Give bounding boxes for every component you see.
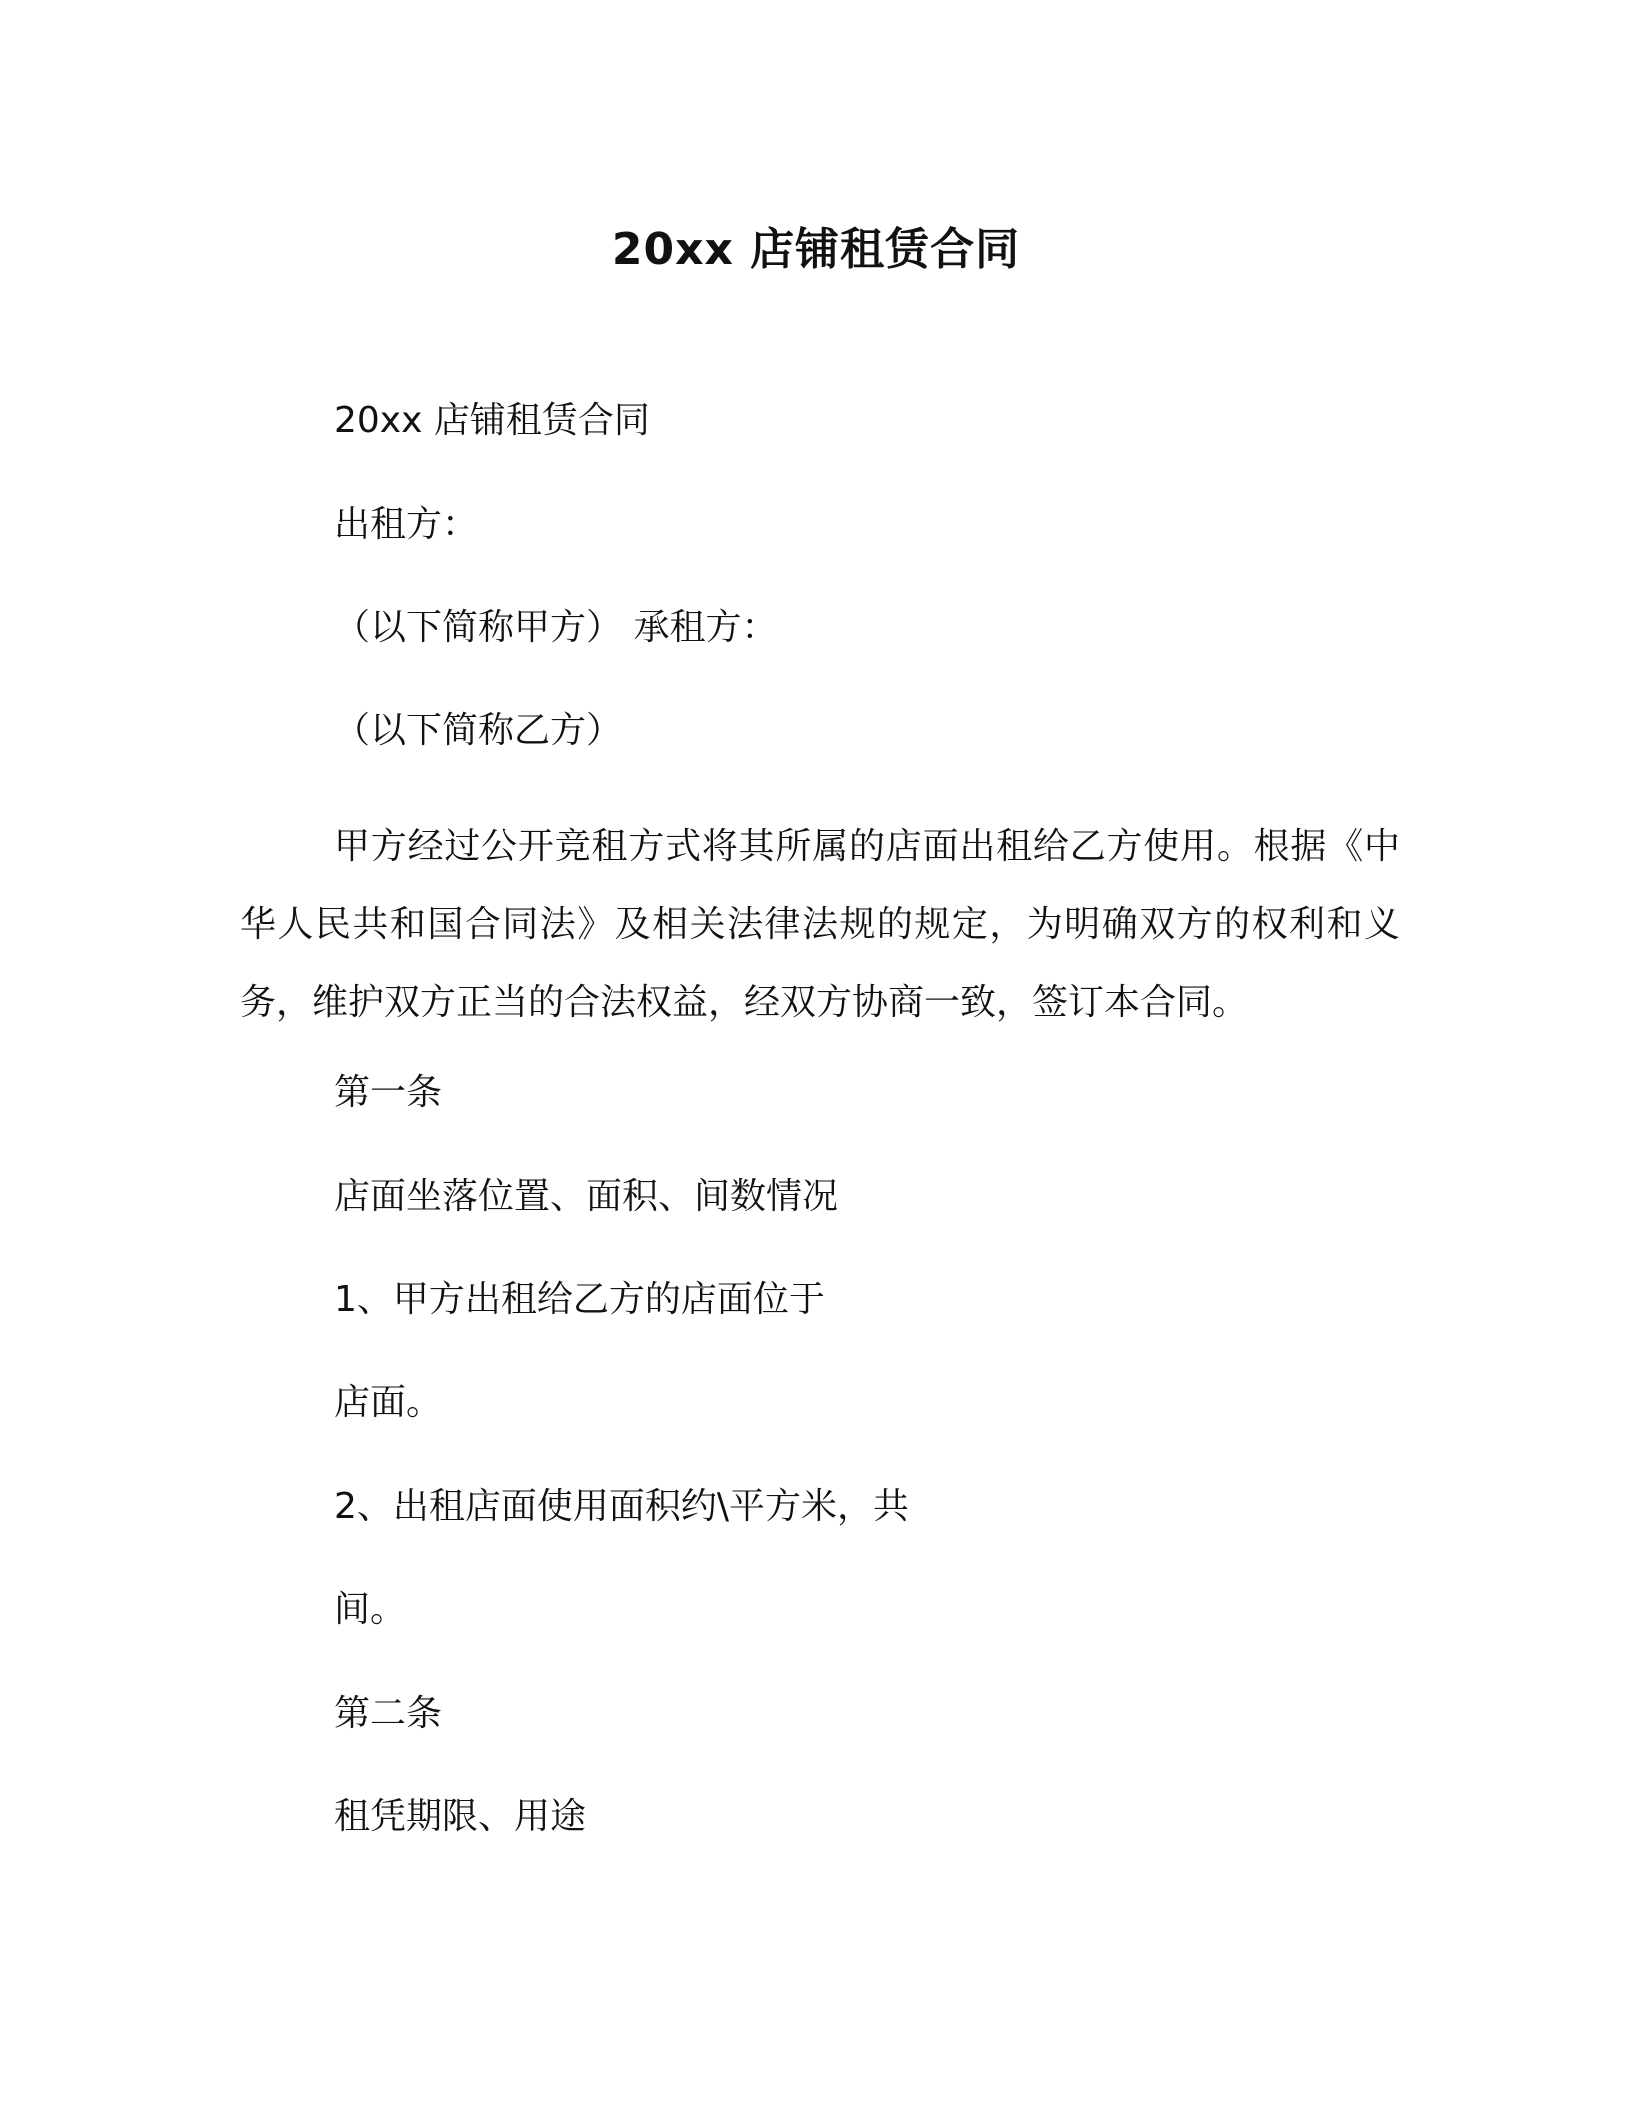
item-1-continuation: 店面。	[334, 1382, 443, 1423]
subtitle-line: 20xx 店铺租赁合同	[334, 400, 650, 441]
article-1-heading: 第一条	[334, 1072, 443, 1113]
lessor-line: 出租方：	[334, 504, 479, 545]
document-title: 20xx 店铺租赁合同	[611, 224, 1021, 275]
article-1-title: 店面坐落位置、面积、间数情况	[334, 1176, 839, 1217]
item-2-continuation: 间。	[334, 1589, 407, 1630]
item-2-line: 2、出租店面使用面积约\平方米，共	[334, 1486, 910, 1527]
party-b-line: （以下简称乙方）	[334, 710, 623, 751]
preamble-paragraph: 甲方经过公开竞租方式将其所属的店面出租给乙方使用。根据《中华人民共和国合同法》及相关法律法规的规定，为明确双方的权利和义务，维护双方正当的合法权益，经双方协商一致，签订本合同。	[240, 826, 1400, 1023]
article-2-heading: 第二条	[334, 1693, 443, 1734]
item-1-line: 1、甲方出租给乙方的店面位于	[334, 1279, 825, 1320]
party-a-lessee-line: （以下简称甲方） 承租方：	[334, 607, 778, 648]
article-2-title: 租凭期限、用途	[334, 1796, 587, 1837]
